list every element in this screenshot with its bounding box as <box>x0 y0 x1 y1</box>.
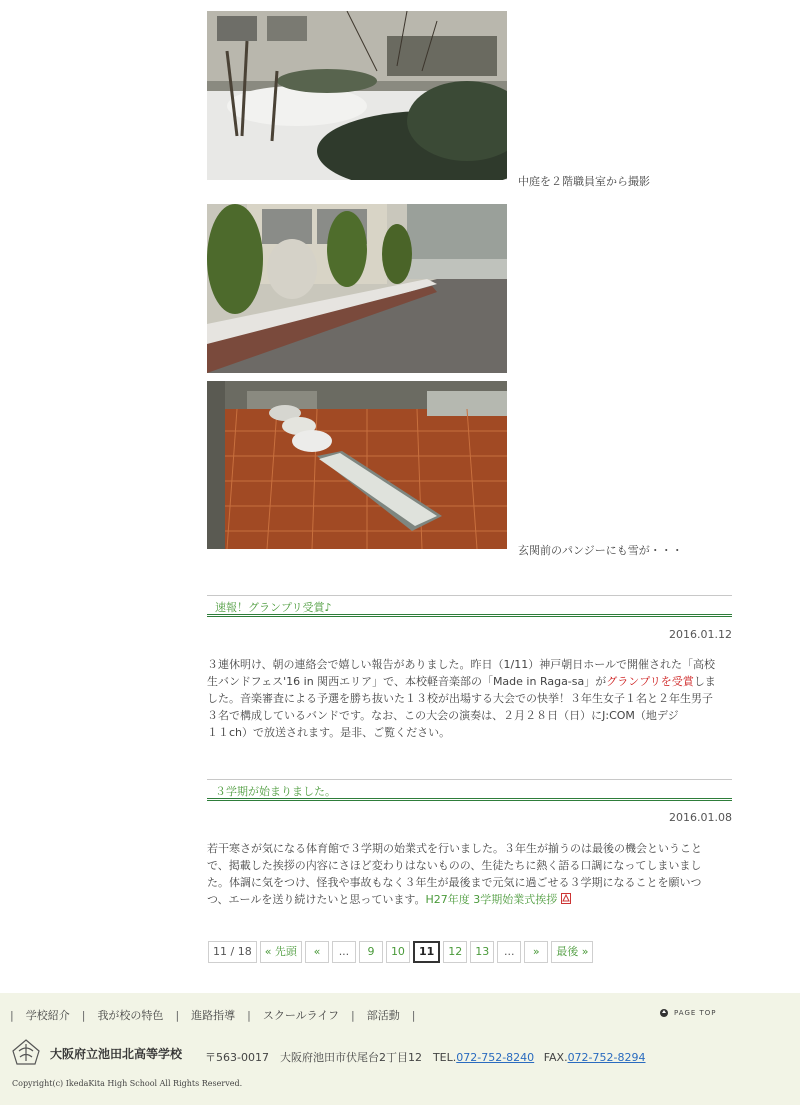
pagination-page[interactable]: 12 <box>443 941 467 963</box>
arrow-up-icon <box>660 1009 668 1017</box>
footer-nav-separator: | <box>247 1008 251 1022</box>
footer-nav-separator: | <box>411 1008 416 1022</box>
pagination <box>208 941 593 963</box>
school-address <box>205 1049 646 1065</box>
school-emblem-icon <box>12 1039 40 1065</box>
pagination-ellipsis: ... <box>332 941 356 963</box>
pagination-status: 11 / 18 <box>208 941 257 963</box>
page-top-button[interactable] <box>660 1009 717 1017</box>
footer-nav-features[interactable]: 我が校の特色 <box>97 1009 164 1022</box>
post-body <box>207 656 732 741</box>
pagination-ellipsis: ... <box>497 941 521 963</box>
footer-nav-separator: | <box>175 1008 180 1022</box>
pagination-last[interactable]: 最後 » <box>551 941 593 963</box>
school-name: 大阪府立池田北高等学校 <box>50 1047 183 1061</box>
post-body <box>207 840 732 908</box>
pagination-first[interactable]: « 先頭 <box>260 941 302 963</box>
footer-nav <box>10 1007 427 1023</box>
fax-label: FAX. <box>543 1051 568 1064</box>
copyright: Copyright(c) IkedaKita High School All Rights Reserved. <box>12 1079 243 1088</box>
tel-link[interactable]: 072-752-8240 <box>456 1051 535 1064</box>
post-body-text: しま <box>693 675 716 688</box>
pagination-page[interactable]: 10 <box>386 941 410 963</box>
greeting-pdf-link[interactable]: H27年度 3学期始業式挨拶 <box>425 893 558 906</box>
footer-nav-career[interactable]: 進路指導 <box>191 1009 236 1022</box>
post-body-line: ３連休明け、朝の連絡会で嬉しい報告がありました。昨日（1/11）神戸朝日ホールで開催された「高校 <box>207 658 716 671</box>
photo-entrance <box>207 381 507 549</box>
post-body-line: １１ch）で放送されます。是非、ご覧ください。 <box>207 726 451 739</box>
grandprix-highlight: グランプリを受賞 <box>606 675 694 688</box>
pagination-page[interactable]: 9 <box>359 941 383 963</box>
address-text: 〒563-0017 大阪府池田市伏尾台2丁目12 TEL. <box>205 1051 457 1064</box>
post-body-line <box>207 891 732 908</box>
post-body-line: ３名で構成しているバンドです。なお、この大会の演奏は、２月２８日（日）にJ:COM（地デジ <box>207 709 679 722</box>
pdf-icon[interactable] <box>561 892 571 903</box>
post-body-line: した。音楽審査による予選を勝ち抜いた１３校が出場する大会での快挙！３年生女子１名と２年生男子 <box>207 692 713 705</box>
pagination-next[interactable]: » <box>524 941 548 963</box>
post-date: 2016.01.12 <box>669 628 732 641</box>
footer-nav-about[interactable]: 学校紹介 <box>25 1009 70 1022</box>
page-top-label: PAGE TOP <box>674 1009 717 1017</box>
photo-caption-1: 中庭を２階職員室から撮影 <box>518 175 650 188</box>
post-body-line: 若干寒さが気になる体育館で３学期の始業式を行いました。３年生が揃うのは最後の機会ということ <box>207 842 702 855</box>
post-body-line: で、掲載した挨拶の内容にさほど変わりはないものの、生徒たちに熱く語る口調になってしまいまし <box>207 859 702 872</box>
footer-nav-clubs[interactable]: 部活動 <box>366 1009 400 1022</box>
post-title-bar <box>207 595 732 617</box>
footer-nav-separator: | <box>351 1008 355 1022</box>
photo-walkway <box>207 204 507 373</box>
post-body-line <box>207 673 732 690</box>
pagination-page[interactable]: 13 <box>470 941 494 963</box>
footer-nav-school-life[interactable]: スクールライフ <box>262 1009 339 1022</box>
post-title-link[interactable]: ３学期が始まりました。 <box>215 785 336 798</box>
footer-nav-separator: | <box>81 1008 86 1022</box>
fax-link[interactable]: 072-752-8294 <box>567 1051 646 1064</box>
pagination-current-page: 11 <box>413 941 440 963</box>
post-title-link[interactable]: 速報！グランプリ受賞♪ <box>215 601 332 614</box>
pagination-prev[interactable]: « <box>305 941 329 963</box>
post-date: 2016.01.08 <box>669 811 732 824</box>
photo-caption-3: 玄関前のパンジーにも雪が・・・ <box>518 544 683 557</box>
post-body-text: 生バンドフェス'16 in 関西エリア」で、本校軽音楽部の「Made in Raga-sa」が <box>207 675 607 688</box>
post-body-line: た。体調に気をつけ、怪我や事故もなく３年生が最後まで元気に過ごせる３学期になることを願いつ <box>207 876 702 889</box>
post-title-bar <box>207 779 732 801</box>
footer <box>0 993 800 1105</box>
photo-courtyard <box>207 11 507 180</box>
post-body-text: つ、エールを送り続けたいと思っています。 <box>207 893 426 906</box>
footer-nav-separator: | <box>10 1008 14 1022</box>
